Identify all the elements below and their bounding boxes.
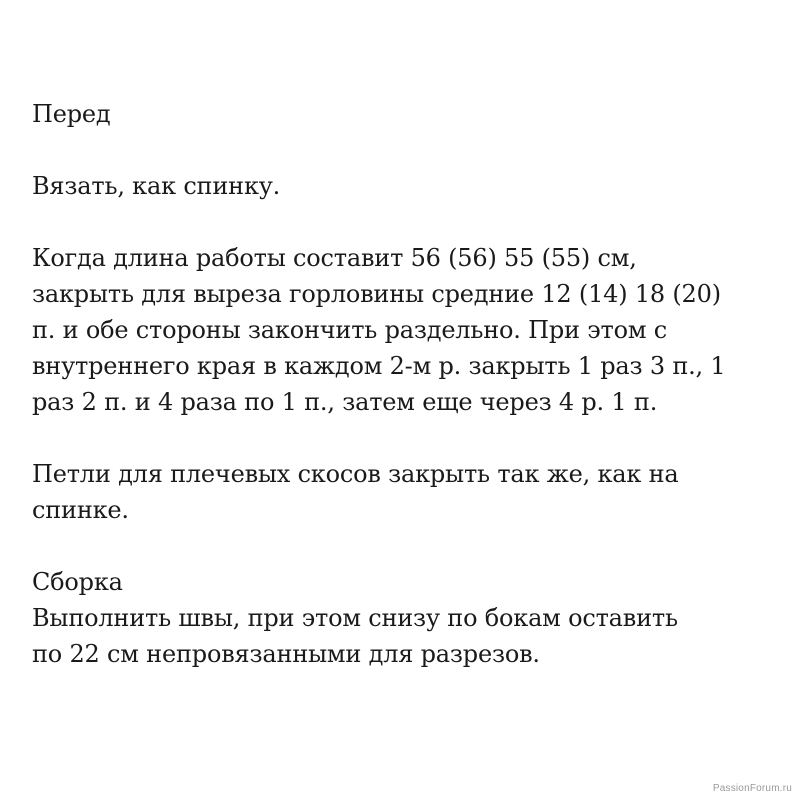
assembly-paragraph (32, 600, 782, 672)
paragraph-line: закрыть для выреза горловины средние 12 (14) 18 (20) (32, 280, 721, 308)
watermark: PassionForum.ru (712, 783, 792, 794)
spacer (32, 420, 782, 456)
document-body (32, 96, 782, 672)
paragraph-line: спинке. (32, 496, 129, 524)
spacer (32, 528, 782, 564)
shoulder-paragraph (32, 456, 782, 528)
paragraph-line: раз 2 п. и 4 раза по 1 п., затем еще через 4 р. 1 п. (32, 388, 658, 416)
spacer (32, 204, 782, 240)
paragraph-line: Когда длина работы составит 56 (56) 55 (55) см, (32, 244, 637, 272)
paragraph-line: Петли для плечевых скосов закрыть так же, как на (32, 460, 679, 488)
front-heading: Перед (32, 100, 111, 128)
spacer (32, 132, 782, 168)
front-intro: Вязать, как спинку. (32, 172, 281, 200)
paragraph-line: внутреннего края в каждом 2-м р. закрыть 1 раз 3 п., 1 (32, 352, 726, 380)
neckline-paragraph (32, 240, 782, 420)
paragraph-line: Выполнить швы, при этом снизу по бокам оставить (32, 604, 678, 632)
paragraph-line: п. и обе стороны закончить раздельно. При этом с (32, 316, 667, 344)
assembly-heading: Сборка (32, 568, 123, 596)
paragraph-line: по 22 см непровязанными для разрезов. (32, 640, 540, 668)
